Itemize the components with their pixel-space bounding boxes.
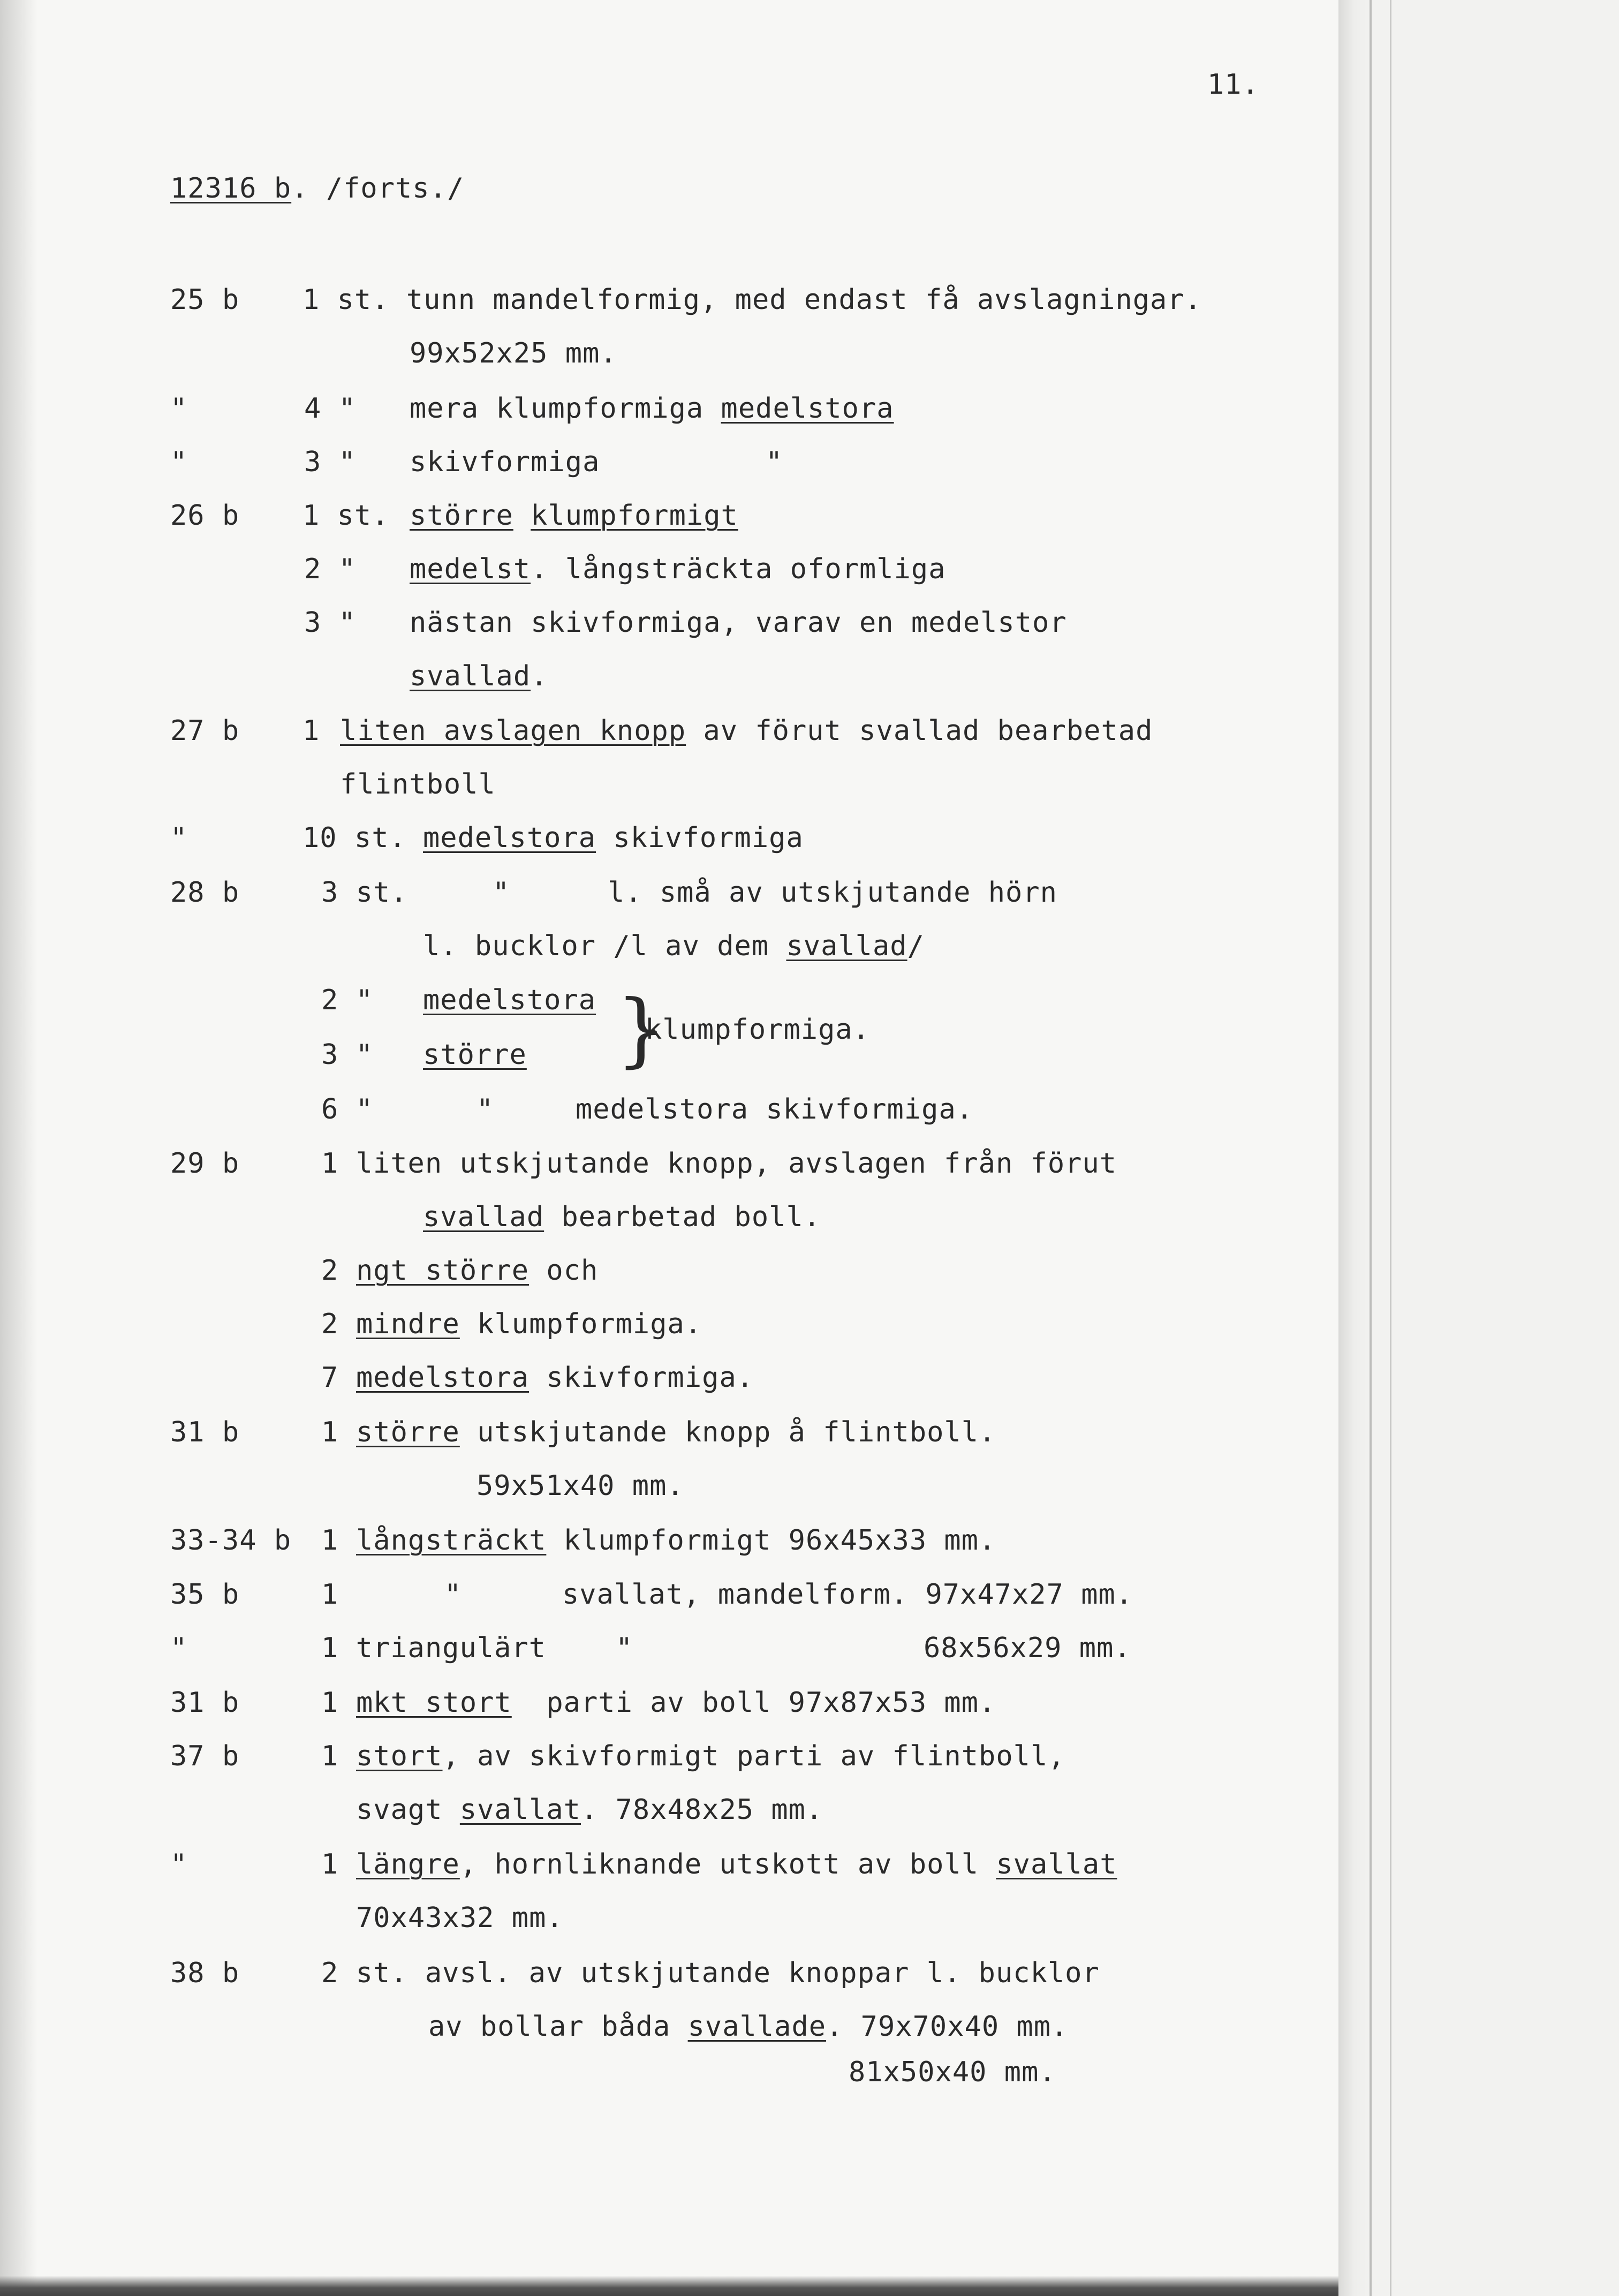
ditto-mark: " xyxy=(170,1632,188,1664)
entry-text: svagt svallat. 78x48x25 mm. xyxy=(356,1794,823,1826)
entry-text: medelstora skivformiga. xyxy=(576,1093,974,1126)
entry-number: 26 b xyxy=(170,500,240,532)
entry-text: 59x51x40 mm. xyxy=(476,1470,684,1502)
entry-number: 37 b xyxy=(170,1740,240,1772)
entry-text: större utskjutande knopp å flintboll. xyxy=(356,1416,996,1448)
entry-text: mindre klumpformiga. xyxy=(356,1308,702,1340)
entry-quantity: 3 st. xyxy=(321,877,408,909)
entry-quantity: 3 " xyxy=(304,446,356,478)
ditto-mark: " xyxy=(444,1578,462,1611)
brace-label: klumpformiga. xyxy=(645,1014,870,1046)
entry-text: skivformiga xyxy=(410,446,600,478)
brace-bracket: } xyxy=(616,983,667,1076)
entry-quantity: 3 " xyxy=(321,1039,373,1071)
ditto-mark: " xyxy=(476,1093,494,1126)
entry-quantity: 2 xyxy=(321,1255,339,1287)
ditto-mark: " xyxy=(170,446,188,478)
ditto-mark: " xyxy=(170,822,188,854)
entry-text: medelstora xyxy=(423,984,596,1016)
entry-text: nästan skivformiga, varav en medelstor xyxy=(410,607,1067,639)
page-header xyxy=(170,172,464,205)
entry-quantity: 7 xyxy=(321,1362,339,1394)
entry-text: medelstora skivformiga xyxy=(423,822,804,854)
entry-number: 28 b xyxy=(170,877,240,909)
entry-number: 27 b xyxy=(170,715,240,747)
entry-text: medelst. långsträckta oformliga xyxy=(410,553,946,585)
entry-text: flintboll xyxy=(340,768,496,800)
entry-text: av bollar båda svallade. 79x70x40 mm. xyxy=(428,2011,1069,2043)
page-number: 11. xyxy=(1207,69,1259,101)
entry-text: 1 triangulärt xyxy=(321,1632,546,1664)
entry-quantity: 1 xyxy=(321,1740,339,1772)
page-shadow xyxy=(0,0,37,2296)
entry-text: mkt stort parti av boll 97x87x53 mm. xyxy=(356,1687,996,1719)
entry-number: 38 b xyxy=(170,1957,240,1989)
entry-text: 1 liten utskjutande knopp, avslagen från förut xyxy=(321,1147,1117,1180)
entry-number: 31 b xyxy=(170,1416,240,1448)
ditto-mark: " xyxy=(493,877,510,909)
entry-number: 33-34 b xyxy=(170,1524,292,1557)
entry-quantity: 1 st. xyxy=(302,500,389,532)
entry-quantity: 1 xyxy=(321,1524,339,1557)
entry-quantity: 4 " xyxy=(304,392,356,425)
entry-text: 1 st. tunn mandelformig, med endast få avslagningar. xyxy=(302,284,1202,316)
entry-number: 31 b xyxy=(170,1687,240,1719)
edge-line xyxy=(1390,0,1391,2296)
entry-quantity: 1 xyxy=(321,1416,339,1448)
entry-text: 70x43x32 mm. xyxy=(356,1902,564,1934)
ditto-mark: " xyxy=(170,1848,188,1880)
entry-text: längre, hornliknande utskott av boll svallat xyxy=(356,1848,1117,1880)
header-continued: . /forts./ xyxy=(291,172,465,205)
entry-text: svallad. xyxy=(410,660,548,692)
entry-text: mera klumpformiga medelstora xyxy=(410,392,894,425)
entry-text: ngt större och xyxy=(356,1255,599,1287)
entry-quantity: 10 st. xyxy=(302,822,406,854)
entry-text: 68x56x29 mm. xyxy=(924,1632,1131,1664)
entry-quantity: 1 xyxy=(321,1687,339,1719)
ditto-mark: " xyxy=(766,446,783,478)
entry-number: 25 b xyxy=(170,284,240,316)
ditto-mark: " xyxy=(616,1632,633,1664)
entry-text: större klumpformigt xyxy=(410,500,738,532)
entry-quantity: 2 " xyxy=(321,984,373,1016)
entry-quantity: 6 " xyxy=(321,1093,373,1126)
entry-quantity: 1 xyxy=(302,715,320,747)
entry-text: 81x50x40 mm. xyxy=(849,2056,1056,2088)
entry-text: 99x52x25 mm. xyxy=(410,337,617,369)
entry-number: 35 b xyxy=(170,1578,240,1611)
entry-text: stort, av skivformigt parti av flintboll, xyxy=(356,1740,1065,1772)
entry-number: 29 b xyxy=(170,1147,240,1180)
entry-text: l. små av utskjutande hörn xyxy=(608,877,1057,909)
entry-text: svallad bearbetad boll. xyxy=(423,1201,821,1233)
entry-text: medelstora skivformiga. xyxy=(356,1362,754,1394)
entry-text: 2 st. avsl. av utskjutande knoppar l. bucklor xyxy=(321,1957,1100,1989)
entry-text: svallat, mandelform. 97x47x27 mm. xyxy=(562,1578,1133,1611)
entry-quantity: 1 xyxy=(321,1848,339,1880)
scan-shadow xyxy=(0,2276,1338,2296)
entry-quantity: 1 xyxy=(321,1578,339,1611)
entry-quantity: 2 " xyxy=(304,553,356,585)
edge-line xyxy=(1370,0,1372,2296)
catalog-reference: 12316 b xyxy=(170,172,292,205)
entry-text: l. bucklor /l av dem svallad/ xyxy=(423,930,925,962)
entry-text: liten avslagen knopp av förut svallad bearbetad xyxy=(340,715,1153,747)
entry-text: långsträckt klumpformigt 96x45x33 mm. xyxy=(356,1524,996,1557)
entry-quantity: 3 " xyxy=(304,607,356,639)
entry-quantity: 2 xyxy=(321,1308,339,1340)
page-edge xyxy=(1338,0,1619,2296)
entry-text: större xyxy=(423,1039,527,1071)
ditto-mark: " xyxy=(170,392,188,425)
